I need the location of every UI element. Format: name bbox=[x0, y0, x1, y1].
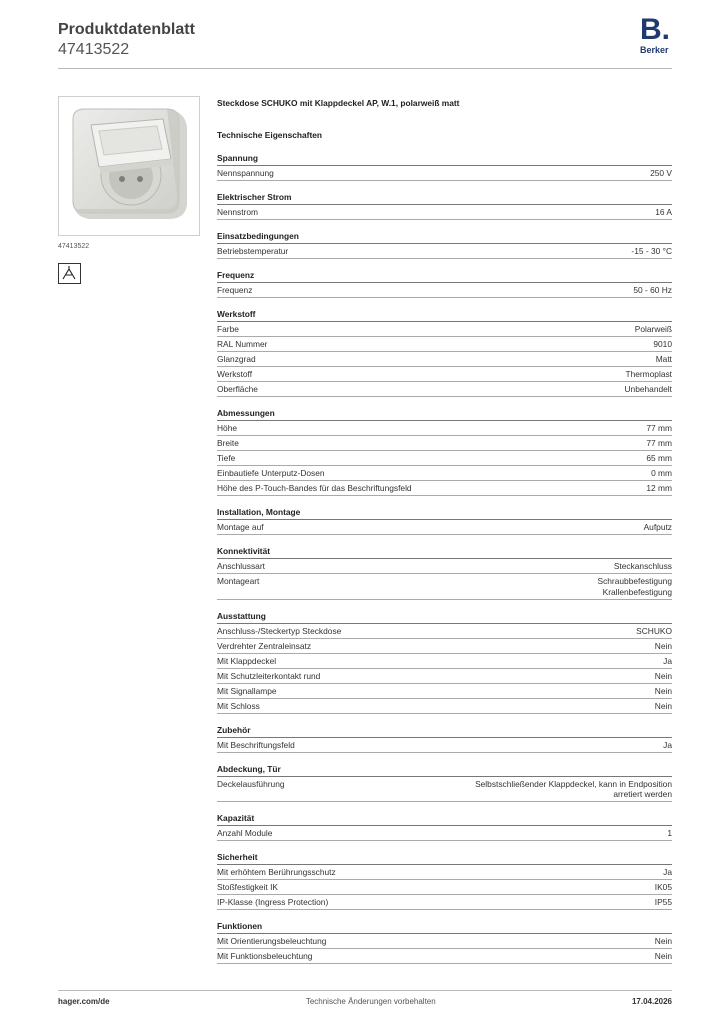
property-label: Farbe bbox=[217, 324, 239, 334]
property-label: Frequenz bbox=[217, 285, 253, 295]
property-value: 65 mm bbox=[646, 453, 672, 463]
property-row bbox=[217, 624, 672, 639]
property-value: Steckanschluss bbox=[613, 561, 672, 571]
property-row bbox=[217, 421, 672, 436]
property-label: Oberfläche bbox=[217, 384, 258, 394]
property-section bbox=[217, 309, 672, 397]
property-row bbox=[217, 669, 672, 684]
property-value: IK05 bbox=[654, 882, 672, 892]
property-value: 77 mm bbox=[646, 438, 672, 448]
document-header bbox=[58, 20, 195, 60]
property-label: Anzahl Module bbox=[217, 828, 273, 838]
property-value: 77 mm bbox=[646, 423, 672, 433]
section-title: Funktionen bbox=[217, 921, 672, 934]
property-value: Nein bbox=[654, 700, 672, 711]
property-row bbox=[217, 639, 672, 654]
property-label: Anschlussart bbox=[217, 561, 265, 571]
document-title: Produktdatenblatt bbox=[58, 21, 195, 38]
section-title: Einsatzbedingungen bbox=[217, 231, 672, 244]
property-section bbox=[217, 725, 672, 753]
section-title: Kapazität bbox=[217, 813, 672, 826]
property-row bbox=[217, 283, 672, 298]
property-value: Ja bbox=[663, 739, 672, 750]
property-label: Verdrehter Zentraleinsatz bbox=[217, 640, 312, 651]
image-caption: 47413522 bbox=[58, 243, 90, 250]
page-footer bbox=[58, 997, 672, 1006]
property-label: Deckelausführung bbox=[217, 778, 285, 789]
property-row bbox=[217, 205, 672, 220]
technical-properties-heading: Technische Eigenschaften bbox=[217, 130, 323, 140]
property-label: Mit Orientierungsbeleuchtung bbox=[217, 936, 327, 946]
property-section bbox=[217, 192, 672, 220]
section-title: Abmessungen bbox=[217, 408, 672, 421]
logo-mark: B. bbox=[640, 13, 670, 46]
property-value: Polarweiß bbox=[634, 324, 672, 334]
property-row bbox=[217, 367, 672, 382]
property-label: Montageart bbox=[217, 576, 260, 586]
property-value: Ja bbox=[663, 867, 672, 877]
property-section bbox=[217, 231, 672, 259]
property-label: Breite bbox=[217, 438, 239, 448]
property-value: 12 mm bbox=[646, 483, 672, 493]
property-value: Aufputz bbox=[643, 522, 672, 532]
property-label: Mit Schutzleiterkontakt rund bbox=[217, 670, 321, 681]
property-row bbox=[217, 352, 672, 367]
berker-logo bbox=[640, 13, 674, 55]
property-label: Betriebstemperatur bbox=[217, 246, 289, 256]
property-label: Mit Signallampe bbox=[217, 685, 277, 696]
property-value: Schraubbefestigung Krallenbefestigung bbox=[597, 576, 672, 597]
property-row bbox=[217, 466, 672, 481]
header-divider bbox=[58, 68, 672, 69]
property-section bbox=[217, 611, 672, 714]
property-label: Mit Schloss bbox=[217, 700, 260, 711]
property-section bbox=[217, 813, 672, 841]
property-value: 250 V bbox=[650, 168, 672, 178]
property-label: Einbautiefe Unterputz-Dosen bbox=[217, 468, 325, 478]
property-section bbox=[217, 270, 672, 298]
socket-with-flip-cover-photo bbox=[59, 97, 199, 235]
property-value: Nein bbox=[654, 685, 672, 696]
property-value: 50 - 60 Hz bbox=[633, 285, 672, 295]
product-image bbox=[58, 96, 200, 236]
property-row bbox=[217, 481, 672, 496]
section-title: Konnektivität bbox=[217, 546, 672, 559]
property-value: 16 A bbox=[655, 207, 672, 217]
property-label: Werkstoff bbox=[217, 369, 253, 379]
property-value: SCHUKO bbox=[636, 625, 672, 636]
property-row bbox=[217, 322, 672, 337]
section-title: Spannung bbox=[217, 153, 672, 166]
property-row bbox=[217, 451, 672, 466]
property-label: Nennstrom bbox=[217, 207, 258, 217]
installation-symbol-icon bbox=[58, 263, 81, 284]
property-value: 1 bbox=[667, 828, 672, 838]
section-title: Zubehör bbox=[217, 725, 672, 738]
property-value: Matt bbox=[655, 354, 672, 364]
property-row bbox=[217, 559, 672, 574]
property-section bbox=[217, 921, 672, 964]
property-label: Mit Beschriftungsfeld bbox=[217, 739, 295, 750]
property-row bbox=[217, 337, 672, 352]
property-row bbox=[217, 949, 672, 964]
section-title: Abdeckung, Tür bbox=[217, 764, 672, 777]
footer-divider bbox=[58, 990, 672, 991]
property-value: Thermoplast bbox=[625, 369, 672, 379]
property-row bbox=[217, 382, 672, 397]
property-value: Unbehandelt bbox=[624, 384, 672, 394]
property-section bbox=[217, 764, 672, 803]
property-row bbox=[217, 865, 672, 880]
property-value: Nein bbox=[654, 951, 672, 961]
property-row bbox=[217, 895, 672, 910]
footer-date: 17.04.2026 bbox=[631, 997, 672, 1006]
property-row bbox=[217, 934, 672, 949]
property-label: Montage auf bbox=[217, 522, 264, 532]
property-row bbox=[217, 826, 672, 841]
property-sections bbox=[217, 153, 672, 964]
logo-name: Berker bbox=[640, 45, 669, 55]
property-value: Selbstschließender Klappdeckel, kann in Endposition arretiert werden bbox=[475, 778, 672, 799]
property-section bbox=[217, 153, 672, 181]
property-row bbox=[217, 166, 672, 181]
property-row bbox=[217, 654, 672, 669]
property-value: Nein bbox=[654, 936, 672, 946]
property-label: Glanzgrad bbox=[217, 354, 256, 364]
property-label: Stoßfestigkeit IK bbox=[217, 882, 278, 892]
property-label: RAL Nummer bbox=[217, 339, 268, 349]
property-label: Anschluss-/Steckertyp Steckdose bbox=[217, 625, 342, 636]
section-title: Installation, Montage bbox=[217, 507, 672, 520]
product-title: Steckdose SCHUKO mit Klappdeckel AP, W.1, polarweiß matt bbox=[217, 98, 460, 108]
property-value: Nein bbox=[654, 670, 672, 681]
property-value: 9010 bbox=[653, 339, 672, 349]
property-label: Mit Klappdeckel bbox=[217, 655, 277, 666]
section-title: Werkstoff bbox=[217, 309, 672, 322]
property-label: Mit Funktionsbeleuchtung bbox=[217, 951, 313, 961]
property-row bbox=[217, 436, 672, 451]
property-row bbox=[217, 244, 672, 259]
footer-disclaimer: Technische Änderungen vorbehalten bbox=[305, 997, 436, 1006]
property-row bbox=[217, 574, 672, 600]
property-row bbox=[217, 699, 672, 714]
property-section bbox=[217, 408, 672, 496]
article-number: 47413522 bbox=[58, 41, 130, 58]
property-label: Mit erhöhtem Berührungsschutz bbox=[217, 867, 336, 877]
section-title: Elektrischer Strom bbox=[217, 192, 672, 205]
property-label: Höhe bbox=[217, 423, 238, 433]
property-row bbox=[217, 738, 672, 753]
property-value: IP55 bbox=[654, 897, 672, 907]
section-title: Frequenz bbox=[217, 270, 672, 283]
datasheet-content bbox=[217, 96, 672, 964]
property-label: IP-Klasse (Ingress Protection) bbox=[217, 897, 329, 907]
property-label: Nennspannung bbox=[217, 168, 274, 178]
property-label: Höhe des P-Touch-Bandes für das Beschriftungsfeld bbox=[217, 483, 412, 493]
property-section bbox=[217, 852, 672, 910]
property-row bbox=[217, 520, 672, 535]
property-label: Tiefe bbox=[217, 453, 236, 463]
property-value: Nein bbox=[654, 640, 672, 651]
section-title: Sicherheit bbox=[217, 852, 672, 865]
property-section bbox=[217, 546, 672, 600]
section-title: Ausstattung bbox=[217, 611, 672, 624]
property-value: 0 mm bbox=[651, 468, 672, 478]
property-value: -15 - 30 °C bbox=[631, 246, 672, 256]
property-section bbox=[217, 507, 672, 535]
footer-website: hager.com/de bbox=[58, 997, 110, 1006]
property-row bbox=[217, 684, 672, 699]
property-value: Ja bbox=[663, 655, 672, 666]
property-row bbox=[217, 880, 672, 895]
property-row bbox=[217, 777, 672, 803]
